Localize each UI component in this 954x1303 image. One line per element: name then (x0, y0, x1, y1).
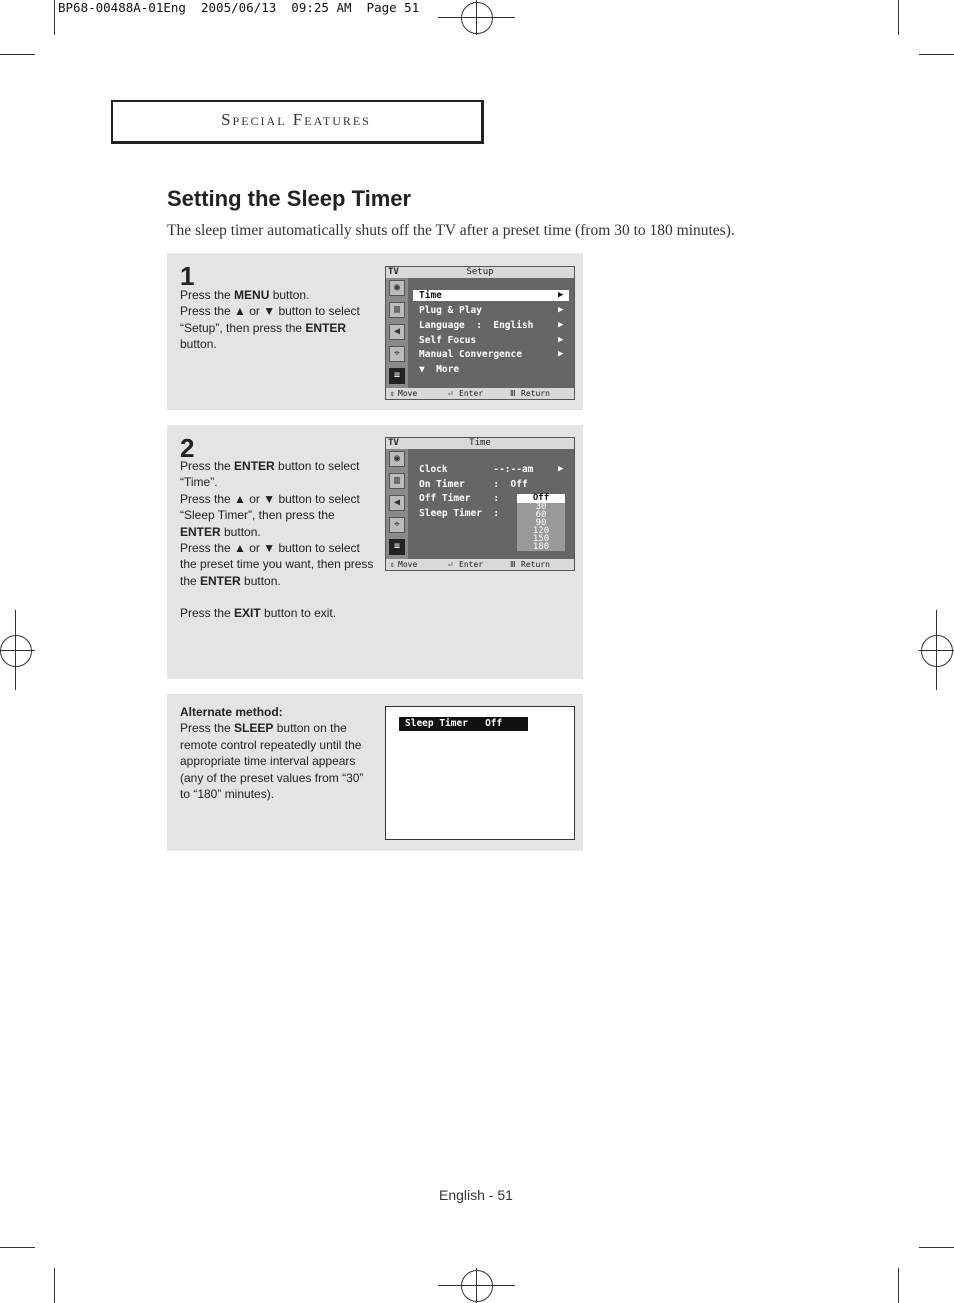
page-title: Setting the Sleep Timer (167, 186, 412, 211)
menu-item-more[interactable]: ▼ More (419, 364, 460, 375)
setup-icon: ≡ (389, 539, 405, 555)
move-label: Move (398, 560, 418, 569)
menu-item-clock[interactable]: Clock --:--am (419, 464, 534, 475)
move-icon: ⇕ (390, 389, 395, 398)
channel-icon: ⌖ (389, 346, 405, 362)
menu-item-plug-play[interactable]: Plug & Play (419, 305, 482, 316)
crop-mark (54, 0, 55, 35)
menu-item-self-focus[interactable]: Self Focus (419, 335, 477, 346)
page-footer: English - 51 (439, 1187, 513, 1203)
move-icon: ⇕ (390, 560, 395, 569)
submenu-arrow-icon: ▶ (558, 335, 564, 345)
alternate-text: Alternate method: Press the SLEEP button on the remote control repeatedly until the appropriate time interval appears (any of the preset values from “30” to “180” minutes). (180, 705, 364, 802)
setup-icon: ≡ (389, 368, 405, 384)
menu-item-time[interactable]: Time (413, 290, 569, 301)
step-2-text: Press the ENTER button to select “Time”. Press the ▲ or ▼ button to select “Sleep Timer”, then press the ENTER button. Press the ▲ or ▼ button to select the preset time you want, then press the ENTER button. Press the EXIT button to exit. (180, 459, 374, 621)
crop-mark (919, 1247, 954, 1248)
dropdown-option[interactable]: 30 (535, 502, 547, 512)
dropdown-option[interactable]: 120 (532, 526, 550, 536)
sound-icon: ▥ (389, 473, 405, 489)
step-1-text: Press the MENU button. Press the ▲ or ▼ button to select “Setup”, then press the ENTER button. (180, 288, 360, 352)
sleep-timer-osd-bar: Sleep Timer Off (399, 717, 528, 731)
channel-icon: ⌖ (389, 517, 405, 533)
menu-item-language[interactable]: Language : English (419, 320, 534, 331)
tv-label: TV (388, 267, 399, 277)
sound-icon: ▥ (389, 302, 405, 318)
submenu-arrow-icon: ▶ (558, 290, 564, 300)
crop-mark (919, 54, 954, 55)
crop-mark (898, 0, 899, 35)
move-label: Move (398, 389, 418, 398)
submenu-arrow-icon: ▶ (558, 305, 564, 315)
dropdown-option[interactable]: 90 (535, 518, 547, 528)
alternate-heading: Alternate method: (180, 705, 283, 719)
step-2-number: 2 (180, 433, 195, 463)
osd-title: Time (469, 438, 491, 448)
return-label: Return (521, 560, 550, 569)
osd-title: Setup (466, 267, 494, 277)
dropdown-option[interactable]: 60 (535, 510, 547, 520)
speaker-icon: ◀ (389, 324, 405, 340)
enter-icon: ⏎ (448, 560, 453, 569)
osd-sidebar (386, 278, 408, 388)
return-icon: Ⅲ (510, 560, 516, 569)
enter-icon: ⏎ (448, 389, 453, 398)
osd-titlebar (386, 438, 574, 449)
crop-mark (0, 1247, 35, 1248)
step-1-number: 1 (180, 261, 195, 291)
submenu-arrow-icon: ▶ (558, 349, 564, 359)
sleep-timer-screen (385, 706, 575, 840)
menu-item-sleep-timer[interactable]: Sleep Timer : (419, 508, 500, 519)
menu-item-on-timer[interactable]: On Timer : Off (419, 479, 528, 490)
dropdown-option[interactable]: 180 (532, 542, 550, 552)
print-header: BP68-00488A-01Eng 2005/06/13 09:25 AM Page 51 (58, 0, 420, 15)
enter-label: Enter (459, 389, 484, 398)
menu-item-manual-convergence[interactable]: Manual Convergence (419, 349, 522, 360)
tv-label: TV (388, 438, 399, 448)
dropdown-option[interactable]: Off (517, 494, 565, 503)
submenu-arrow-icon: ▶ (558, 320, 564, 330)
picture-icon: ◉ (389, 451, 405, 467)
sleep-timer-dropdown[interactable] (517, 494, 565, 551)
osd-sidebar (386, 449, 408, 559)
section-title: Special Features (221, 110, 371, 129)
picture-icon: ◉ (389, 280, 405, 296)
crop-mark (54, 1268, 55, 1303)
setup-menu-screen (385, 266, 575, 400)
submenu-arrow-icon: ▶ (558, 464, 564, 474)
menu-item-off-timer[interactable]: Off Timer : (419, 493, 500, 504)
dropdown-option[interactable]: 150 (532, 534, 550, 544)
crop-mark (898, 1268, 899, 1303)
return-icon: Ⅲ (510, 389, 516, 398)
enter-label: Enter (459, 560, 484, 569)
osd-titlebar (386, 267, 574, 278)
intro-text: The sleep timer automatically shuts off the TV after a preset time (from 30 to 180 minutes). (167, 222, 735, 239)
return-label: Return (521, 389, 550, 398)
crop-mark (0, 54, 35, 55)
osd-footer (386, 388, 574, 399)
time-menu-screen (385, 437, 575, 571)
speaker-icon: ◀ (389, 495, 405, 511)
osd-footer (386, 559, 574, 570)
